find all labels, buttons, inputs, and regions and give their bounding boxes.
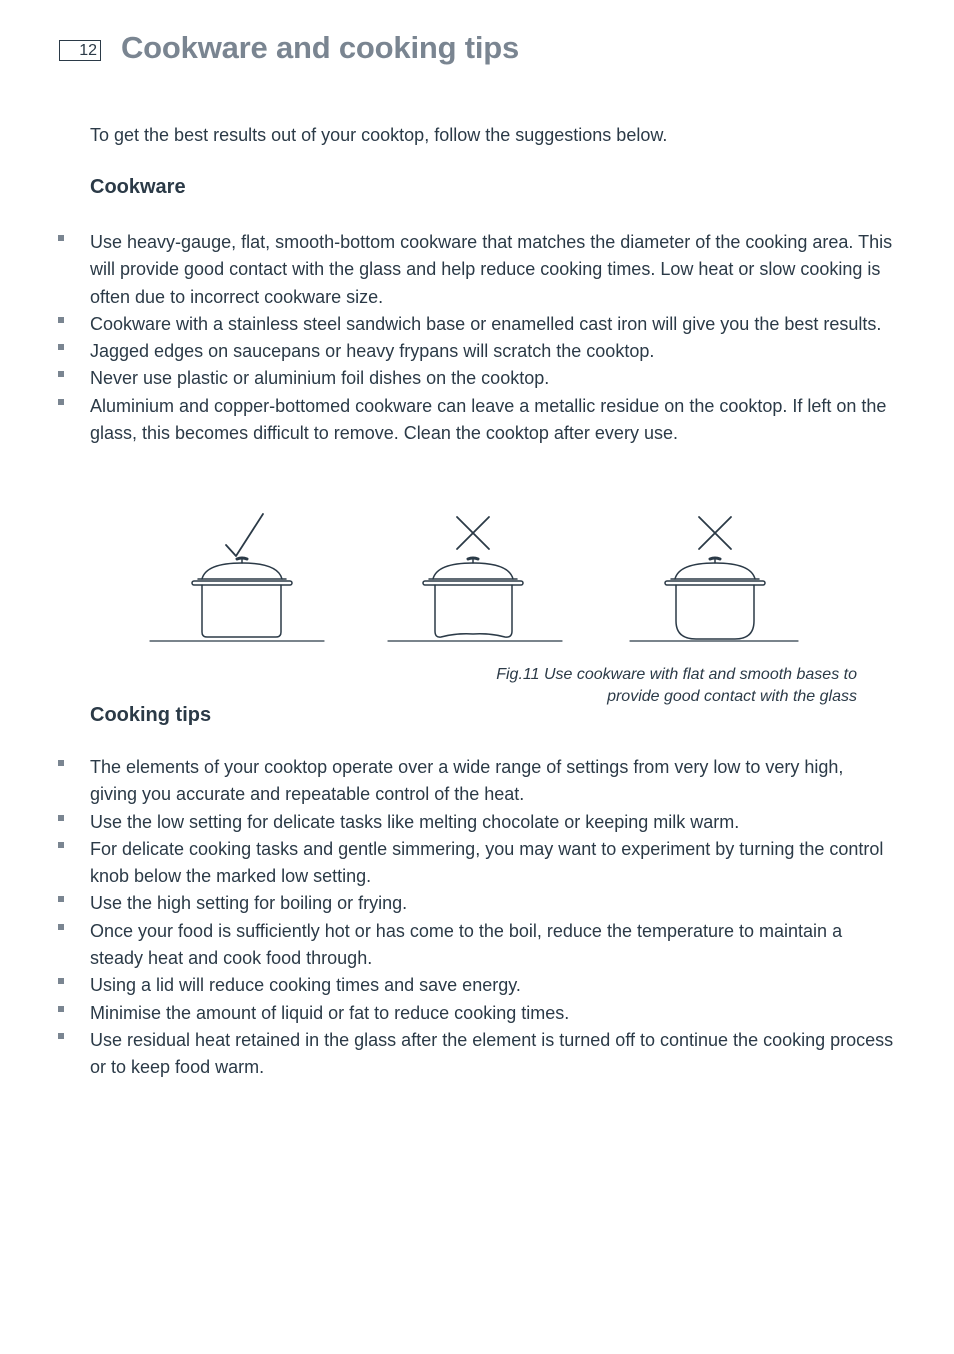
list-item-text: Cookware with a stainless steel sandwich base or enamelled cast iron will give you the best results. <box>90 313 882 334</box>
list-item-text: Use the high setting for boiling or frying. <box>90 893 408 914</box>
list-item <box>0 393 895 448</box>
bullet-icon <box>58 815 64 821</box>
bullet-icon <box>58 235 64 241</box>
cooking-tips-list <box>0 754 954 1082</box>
cookware-heading: Cookware <box>90 176 186 198</box>
bullet-icon <box>58 317 64 323</box>
list-item-text: For delicate cooking tasks and gentle simmering, you may want to experiment by turning the control knob below the marked low setting. <box>90 838 884 887</box>
list-item <box>0 365 895 392</box>
cookware-illustration <box>0 505 954 650</box>
list-item-text: Using a lid will reduce cooking times and save energy. <box>90 975 521 996</box>
bullet-icon <box>58 760 64 766</box>
bullet-icon <box>58 399 64 405</box>
list-item-text: Jagged edges on saucepans or heavy frypans will scratch the cooktop. <box>90 341 655 362</box>
bullet-icon <box>58 978 64 984</box>
intro-text: To get the best results out of your cooktop, follow the suggestions below. <box>90 125 668 145</box>
bullet-icon <box>58 371 64 377</box>
page-title: Cookware and cooking tips <box>121 30 520 65</box>
list-item <box>0 890 895 917</box>
list-item-text: Once your food is sufficiently hot or has come to the boil, reduce the temperature to maintain a steady heat and cook food through. <box>90 920 843 969</box>
cookware-list <box>0 229 954 447</box>
bullet-icon <box>58 1033 64 1039</box>
list-item-text: The elements of your cooktop operate over a wide range of settings from very low to very high, giving you accurate and repeatable control of the heat. <box>90 757 844 805</box>
list-item <box>0 1000 895 1027</box>
cross-icon <box>699 517 731 549</box>
bullet-icon <box>58 842 64 848</box>
list-item-text: Use residual heat retained in the glass after the element is turned off to continue the cooking process or to keep food warm. <box>90 1029 894 1078</box>
list-item-text: Never use plastic or aluminium foil dishes on the cooktop. <box>90 368 550 389</box>
cross-icon <box>457 517 489 549</box>
bullet-icon <box>58 896 64 902</box>
check-icon <box>226 514 263 556</box>
page-number: 12 <box>59 40 101 61</box>
list-item <box>0 229 895 311</box>
figure-caption-line1: Fig.11 Use cookware with flat and smooth bases to <box>496 666 857 683</box>
cooking-tips-heading: Cooking tips <box>90 704 212 726</box>
figure-caption-line2: provide good contact with the glass <box>607 688 857 705</box>
bullet-icon <box>58 924 64 930</box>
pot-flat-base <box>150 514 324 641</box>
list-item <box>0 918 895 973</box>
cookware-figure <box>0 505 954 650</box>
list-item <box>0 836 895 891</box>
figure-caption <box>496 664 857 708</box>
pot-warped-base <box>388 517 562 641</box>
bullet-icon <box>58 344 64 350</box>
list-item <box>0 809 895 836</box>
list-item-text: Use the low setting for delicate tasks like melting chocolate or keeping milk warm. <box>90 811 740 832</box>
list-item <box>0 311 895 338</box>
bullet-icon <box>58 1006 64 1012</box>
list-item <box>0 1027 895 1082</box>
list-item <box>0 338 895 365</box>
list-item-text: Use heavy-gauge, flat, smooth-bottom cookware that matches the diameter of the cooking area. This will provide good contact with the glass and help reduce cooking times. Low heat or slow cooking is often due to incorrect cookware size. <box>90 232 893 307</box>
pot-rounded-base <box>630 517 798 641</box>
list-item-text: Minimise the amount of liquid or fat to reduce cooking times. <box>90 1002 570 1023</box>
list-item <box>0 754 895 809</box>
list-item-text: Aluminium and copper-bottomed cookware can leave a metallic residue on the cooktop. If left on the glass, this becomes difficult to remove. Clean the cooktop after every use. <box>90 395 887 444</box>
list-item <box>0 972 895 999</box>
